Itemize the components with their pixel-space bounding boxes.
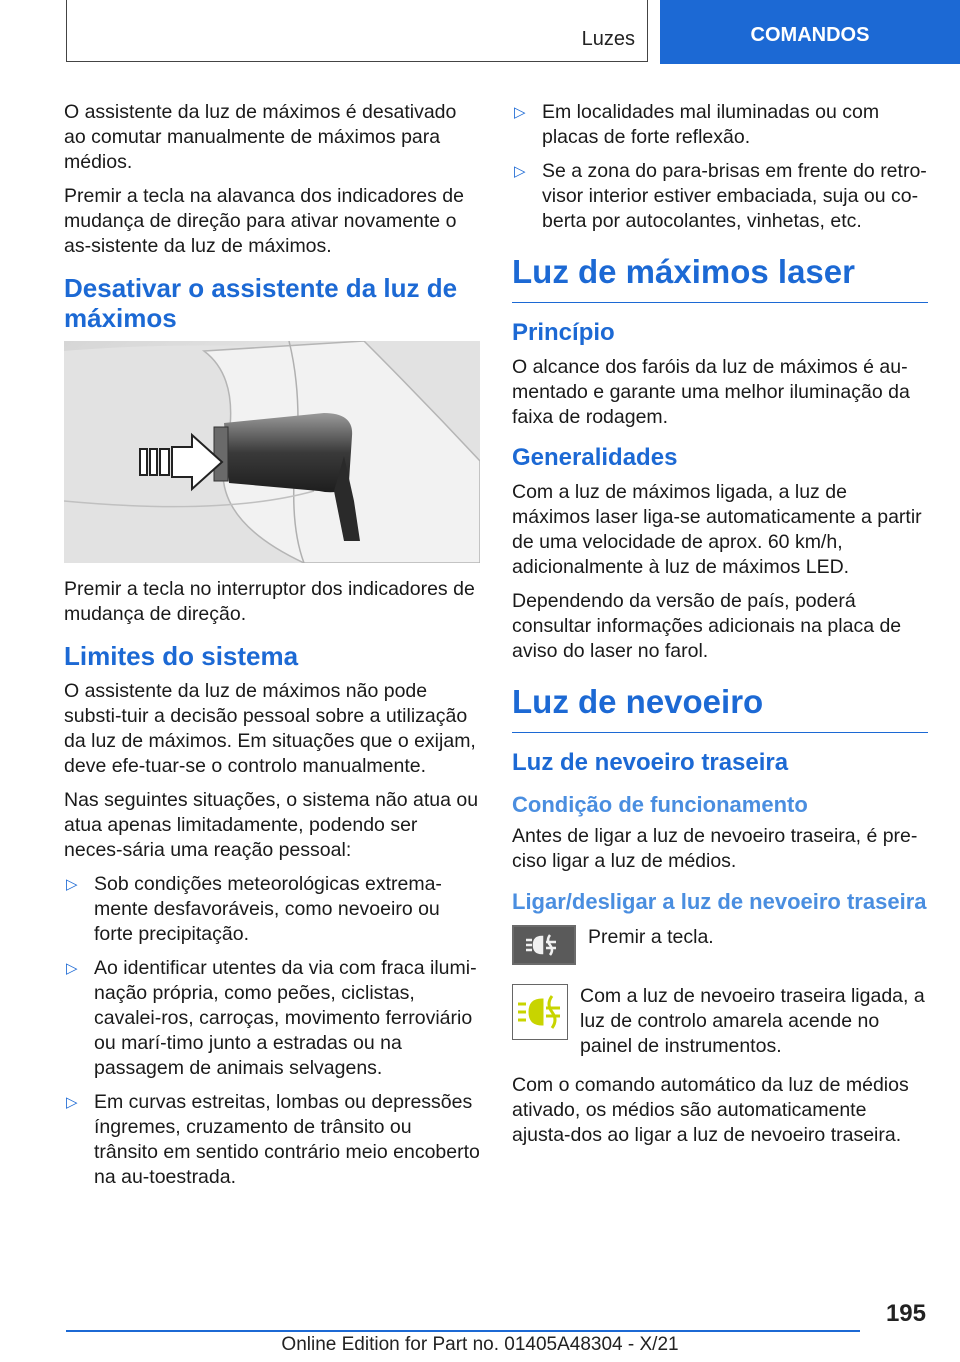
fog-button-row	[512, 925, 928, 970]
heading-principle: Princípio	[512, 319, 615, 346]
list-item: ▷ Sob condições meteorológicas extrema-mente desfavoráveis, como nevoeiro ou forte precipitação.	[66, 873, 442, 945]
footer-edition: Online Edition for Part no. 01405A48304 - X/21	[281, 1334, 679, 1355]
right-column	[512, 100, 928, 1157]
paragraph: Com a luz de nevoeiro traseira ligada, a luz de controlo amarela acende no painel de instrumentos.	[580, 985, 925, 1057]
left-column	[64, 100, 480, 1199]
heading-rear-fog: Luz de nevoeiro traseira	[512, 749, 789, 776]
paragraph: Antes de ligar a luz de nevoeiro traseira, é pre-ciso ligar a luz de médios.	[512, 825, 918, 872]
list-item: ▷ Em localidades mal iluminadas ou com placas de forte reflexão.	[514, 101, 880, 148]
limits-list	[64, 872, 480, 1190]
limits-list-continued	[512, 100, 928, 234]
paragraph: Com o comando automático da luz de médios ativado, os médios são automaticamente ajusta-dos ao ligar a luz de nevoeiro traseira.	[512, 1074, 909, 1146]
triangle-right-icon: ▷	[66, 1094, 78, 1111]
triangle-right-icon: ▷	[66, 960, 78, 977]
page-number: 195	[885, 1300, 926, 1327]
paragraph: O assistente da luz de máximos não pode substi-tuir a decisão pessoal sobre a utilização da luz de máximos. Em situações que o exijam, deve efe-tuar-se o controlo manualmente.	[64, 680, 476, 777]
heading-deactivate: Desativar o assistente da luz de máximos	[64, 273, 458, 333]
figure-caption: Premir a tecla no interruptor dos indicadores de mudança de direção.	[64, 578, 475, 625]
header-section-box	[66, 0, 648, 62]
triangle-right-icon: ▷	[514, 163, 526, 180]
paragraph: Com a luz de máximos ligada, a luz de máximos laser liga-se automaticamente a partir de uma velocidade de aprox. 60 km/h, adicionalmente à luz de máximos LED.	[512, 481, 922, 578]
paragraph: Premir a tecla.	[588, 926, 714, 948]
heading-fog: Luz de nevoeiro	[512, 682, 928, 733]
heading-limits: Limites do sistema	[64, 641, 299, 671]
footer-divider	[66, 1330, 860, 1332]
paragraph: O assistente da luz de máximos é desativado ao comutar manualmente de máximos para médios.	[64, 101, 457, 173]
fog-indicator-row	[512, 984, 928, 1059]
heading-condition: Condição de funcionamento	[512, 792, 808, 817]
rear-fog-indicator-icon	[512, 984, 568, 1045]
chapter-tab[interactable]: COMANDOS	[660, 0, 960, 64]
paragraph: Dependendo da versão de país, poderá consultar informações adicionais na placa de aviso do laser no farol.	[512, 590, 902, 662]
heading-switch: Ligar/desligar a luz de nevoeiro traseira	[512, 889, 927, 914]
list-item: ▷ Ao identificar utentes da via com fraca ilumi-nação própria, como peões, ciclistas, cavalei-ros, carroças, movimento ferroviário ou marí-timo junto a estradas ou na passagem de animais selvagens.	[66, 957, 477, 1079]
list-item: ▷ Se a zona do para-brisas em frente do retro-visor interior estiver embaciada, suja ou co-berta por autocolantes, vinhetas, etc.	[514, 160, 927, 232]
paragraph: Premir a tecla na alavanca dos indicadores de mudança de direção para ativar novamente o as-sistente da luz de máximos.	[64, 185, 464, 257]
heading-general: Generalidades	[512, 444, 678, 471]
triangle-right-icon: ▷	[514, 104, 526, 121]
rear-fog-button-icon	[512, 925, 576, 970]
paragraph: O alcance dos faróis da luz de máximos é au-mentado e garante uma melhor iluminação da faixa de rodagem.	[512, 356, 910, 428]
triangle-right-icon: ▷	[66, 876, 78, 893]
list-item: ▷ Em curvas estreitas, lombas ou depressões íngremes, cruzamento de trânsito ou trânsito em sentido contrário meio encoberto na au-toestrada.	[66, 1091, 480, 1188]
section-title: Luzes	[581, 28, 635, 50]
heading-laser: Luz de máximos laser	[512, 252, 928, 303]
stalk-illustration	[64, 341, 480, 563]
paragraph: Nas seguintes situações, o sistema não atua ou atua apenas limitadamente, podendo ser neces-sária uma reação pessoal:	[64, 789, 479, 861]
